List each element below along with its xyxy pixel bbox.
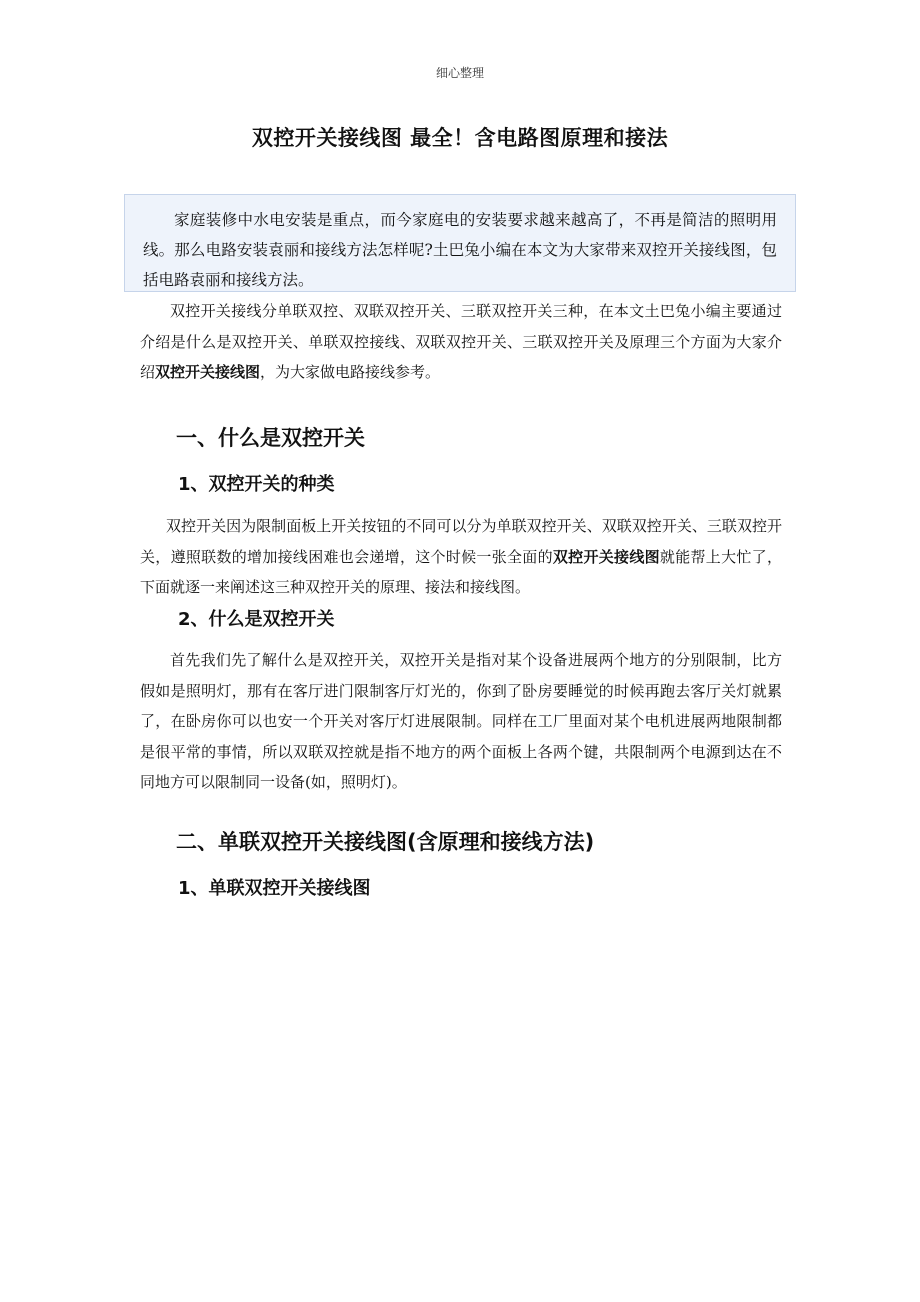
- intro-paragraph-keyword: 双控开关接线图: [155, 363, 261, 381]
- section-1-paragraph-1-tail: 就能帮上大忙了，下面就逐一来阐述这三种双控开关的原理、接法和接线图。: [140, 547, 782, 596]
- intro-paragraph-tail: ，为大家做电路接线参考。: [260, 363, 441, 381]
- section-1-paragraph-1-text: 双控开关因为限制面板上开关按钮的不同可以分为单联双控开关、双联双控开关、三联双控开关，遵照联数的增加接线困难也会递增，这个时候一张全面的: [140, 517, 782, 566]
- intro-paragraph: [140, 296, 782, 388]
- section-1-paragraph-2: 首先我们先了解什么是双控开关，双控开关是指对某个设备进展两个地方的分别限制，比方假如是照明灯，那有在客厅进门限制客厅灯光的，你到了卧房要睡觉的时候再跑去客厅关灯就累了，在卧房你可以也安一个开关对客厅灯进展限制。同样在工厂里面对某个电机进展两地限制都是很平常的事情，所以双联双控就是指不地方的两个面板上各两个键，共限制两个电源到达在不同地方可以限制同一设备(如，照明灯)。: [140, 651, 782, 791]
- section-1-subheading-2: 2、什么是双控开关: [178, 609, 335, 630]
- document-title: 双控开关接线图 最全！含电路图原理和接法: [251, 126, 669, 150]
- page-header: 细心整理: [435, 66, 484, 80]
- section-1-paragraph-1-keyword: 双控开关接线图: [552, 547, 660, 566]
- section-1-heading: 一、什么是双控开关: [176, 426, 365, 450]
- intro-summary-box: 家庭装修中水电安装是重点，而今家庭电的安装要求越来越高了，不再是简洁的照明用线。那么电路安装袁丽和接线方法怎样呢?土巴兔小编在本文为大家带来双控开关接线图，包括电路袁丽和接线方法。: [124, 194, 796, 292]
- intro-paragraph-text: 双控开关接线分单联双控、双联双控开关、三联双控开关三种，在本文土巴兔小编主要通过介绍是什么是双控开关、单联双控接线、双联双控开关、三联双控开关及原理三个方面为大家介绍: [140, 302, 782, 381]
- section-2-subheading-1: 1、单联双控开关接线图: [178, 878, 371, 899]
- section-2-heading: 二、单联双控开关接线图(含原理和接线方法): [176, 830, 595, 854]
- section-1-paragraph-1: [140, 511, 782, 603]
- section-1-subheading-1: 1、双控开关的种类: [178, 474, 335, 495]
